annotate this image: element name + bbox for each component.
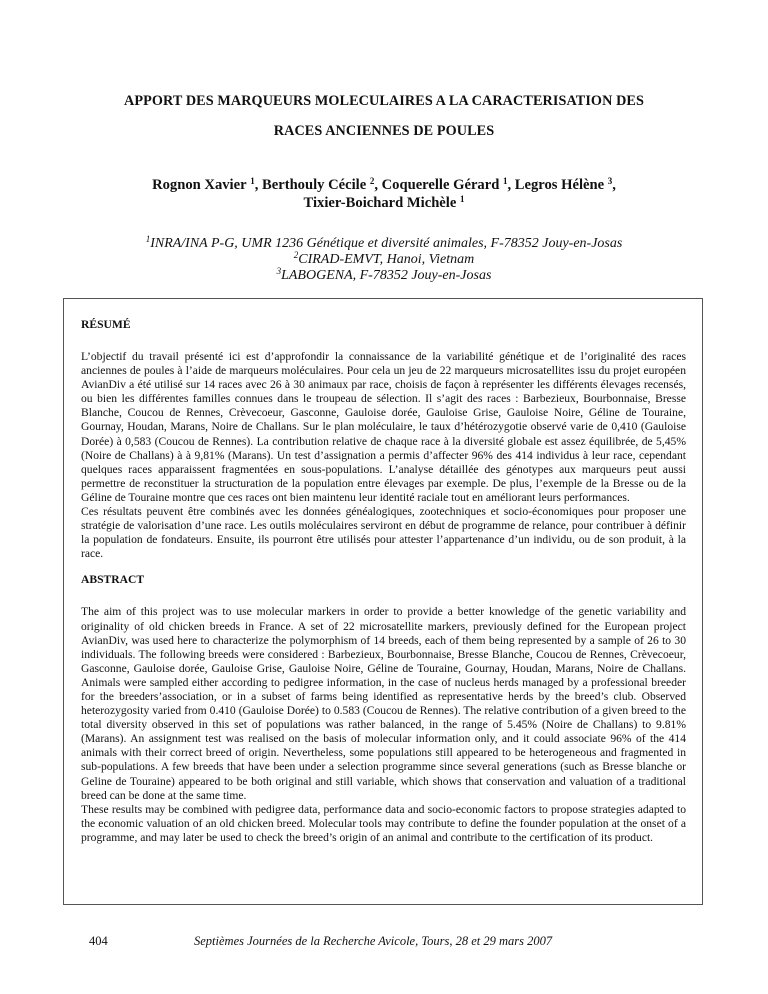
affiliation-text: LABOGENA, F-78352 Jouy-en-Josas bbox=[281, 268, 492, 283]
affiliation-text: INRA/INA P-G, UMR 1236 Génétique et diversité animales, F-78352 Jouy-en-Josas bbox=[150, 236, 623, 251]
author-name: Coquerelle Gérard bbox=[381, 177, 500, 193]
page-number: 404 bbox=[89, 934, 108, 948]
author-name: Tixier-Boichard Michèle bbox=[303, 195, 457, 211]
conference-name: Septièmes Journées de la Recherche Avicole, Tours, 28 et 29 mars 2007 bbox=[194, 934, 553, 948]
affiliation-1 bbox=[60, 236, 708, 252]
abstract-paragraph-1: The aim of this project was to use molecular markers in order to provide a better knowledge of the genetic variability and originality of old chicken breeds in France. A set of 22 microsatellite markers, previously defined for the European project AvianDiv, was used here to characterize the polymorphism of 14 breeds, each of them being represented by a sample of 26 to 30 individuals. The following breeds were considered : Barbezieux, Bourbonnaise, Bresse Blanche, Coucou de Rennes, Crèvecoeur, Gasconne, Gauloise dorée, Gauloise Grise, Gauloise Noire, Géline de Touraine, Gournay, Houdan, Marans, Noire de Challans. Animals were sampled either according to pedigree information, in the case of nucleus herds managed by a professional breeder for the breeders’association, or in a subset of farms being identified as representative herds by the breed’s club. Observed heterozygosity varied from 0.410 (Gauloise Dorée) to 0.583 (Coucou de Rennes). The relative contribution of a given breed to the total diversity observed in this set of populations was rather balanced, in the range of 5.45% (Noire de Challans) to 9.81% (Marans). An assignment test was realised on the basis of molecular information only, and it could associate 96% of the 414 animals with their correct breed of origin. Nevertheless, some populations still appeared to be heterogeneous and fragmented in sub-populations. A few breeds that have been under a selection programme since several generations (such as Bresse blanche or Geline de Touraine) appeared to be both original and still variable, which shows that conservation and valuation of a traditional breed can be done at the same time. bbox=[81, 605, 686, 802]
abstract-heading: ABSTRACT bbox=[81, 573, 145, 587]
title-line-1: APPORT DES MARQUEURS MOLECULAIRES A LA CARACTERISATION DES bbox=[124, 93, 644, 109]
author-name: Legros Hélène bbox=[514, 177, 605, 193]
author-affil-marker: 3 bbox=[607, 176, 613, 186]
author-separator: , bbox=[612, 177, 616, 193]
resume-heading: RÉSUMÉ bbox=[81, 318, 131, 331]
author-separator: , bbox=[507, 177, 515, 193]
resume-paragraph-2: Ces résultats peuvent être combinés avec les données généalogiques, zootechniques et socio-économiques pour proposer une stratégie de valorisation d’une race. Les outils moléculaires serviront en début de programme de relance, pour contribuer à définir la population de fondateurs. Ensuite, ils pourront être utilisés pour attester l’appartenance d’un individu, ou de son produit, à la race. bbox=[81, 505, 686, 561]
author-line-2 bbox=[60, 194, 708, 212]
author-name: Berthouly Cécile bbox=[262, 177, 367, 193]
title-line-2: RACES ANCIENNES DE POULES bbox=[273, 123, 495, 139]
affiliation-text: CIRAD-EMVT, Hanoi, Vietnam bbox=[298, 252, 475, 267]
affiliation-marker: 2 bbox=[293, 250, 299, 260]
affiliation-marker: 1 bbox=[145, 234, 151, 244]
author-list bbox=[60, 176, 708, 212]
author-affil-marker: 1 bbox=[502, 176, 508, 186]
resume-paragraph-1: L’objectif du travail présenté ici est d’approfondir la connaissance de la variabilité génétique et de l’originalité des races anciennes de poules à l’aide de marqueurs moléculaires. Pour cela un jeu de 22 marqueurs microsatellites issu du projet européen AvianDiv a été utilisé sur 14 races avec 26 à 30 animaux par race, choisis de façon à représenter les différents élevages recensés, ou bien les différentes familles connues dans le troupeau de sélection. Il s’agit des races : Barbezieux, Bourbonnaise, Bresse Blanche, Coucou de Rennes, Crèvecoeur, Gasconne, Gauloise dorée, Gauloise Grise, Gauloise Noire, Géline de Touraine, Gournay, Houdan, Marans, Noire de Challans. Sur le plan moléculaire, le taux d’hétérozygotie observé varie de 0,410 (Gauloise Dorée) à 0,583 (Coucou de Rennes). La contribution relative de chaque race à la diversité globale est assez équilibrée, de 5,45% (Noire de Challans) à à 9,81% (Marans). Un test d’assignation a permis d’affecter 96% des 414 individus à leur race, cependant quelques races apparaissent fragmentées en sous-populations. L’analyse détaillée des génotypes aux marqueurs peut aussi permettre de reconstituer la structuration de la population entre élevages par exemple. De plus, l’exemple de la Bresse ou de la Géline de Touraine montre que ces races ont bien maintenu leur identité raciale tout en améliorant leurs performances. bbox=[81, 350, 686, 504]
affiliation-2 bbox=[60, 252, 708, 268]
author-line-1 bbox=[60, 176, 708, 194]
author-affil-marker: 1 bbox=[250, 176, 255, 186]
author-separator: , bbox=[374, 177, 382, 193]
affiliation-list bbox=[60, 236, 708, 284]
abstract-paragraph-2: These results may be combined with pedigree data, performance data and socio-economic factors to propose strategies adapted to the economic valuation of an old chicken breed. Molecular tools may contribute to define the founder population at the onset of a programme, and may later be used to check the breed’s origin of an animal and contribute to the certification of its product. bbox=[81, 802, 686, 844]
author-separator: , bbox=[254, 177, 263, 193]
affiliation-3 bbox=[60, 268, 708, 284]
abstract-box bbox=[63, 298, 703, 905]
author-affil-marker: 2 bbox=[369, 176, 375, 186]
paper-title bbox=[60, 86, 708, 146]
author-name: Rognon Xavier bbox=[152, 177, 247, 193]
affiliation-marker: 3 bbox=[276, 266, 282, 276]
author-affil-marker: 1 bbox=[459, 194, 465, 204]
